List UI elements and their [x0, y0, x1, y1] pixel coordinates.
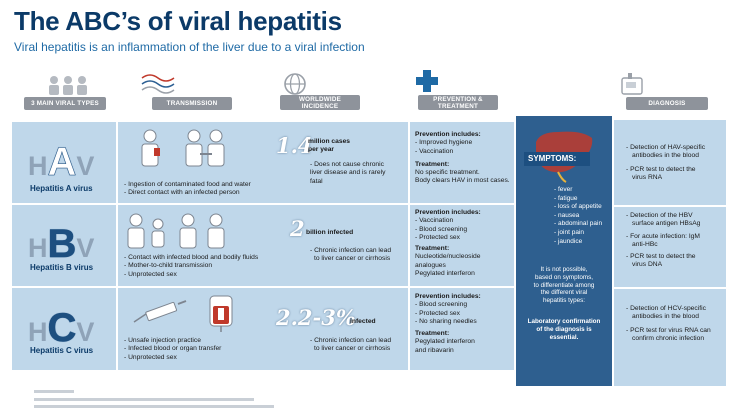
- hav-diagnosis-line: antibodies in the blood: [632, 152, 699, 160]
- symptoms-lab-line: of the diagnosis is: [536, 325, 592, 333]
- hbv-name: Hepatitis B virus: [30, 263, 94, 272]
- footnote-line: [34, 390, 74, 393]
- hbv-incidence-note: - Chronic infection can lead: [310, 247, 392, 254]
- hcv-letter-c: C: [47, 306, 77, 350]
- header-incidence: [280, 95, 360, 110]
- diagnosis-divider: [614, 205, 726, 207]
- header-diagnosis: DIAGNOSIS: [626, 97, 708, 110]
- column-divider: [408, 122, 410, 370]
- hcv-diagnosis: [626, 305, 711, 343]
- diagnosis-divider: [614, 287, 726, 289]
- hbv-transmission: [124, 254, 258, 279]
- hcv-letters: [28, 306, 94, 351]
- header-prevention: [418, 95, 498, 110]
- hbv-incidence-note: to liver cancer or cirrhosis: [314, 255, 391, 263]
- hbv-prevention: [415, 209, 481, 278]
- hav-incidence-unit: [308, 138, 350, 154]
- hcv-prevention-item: - No sharing needles: [415, 317, 477, 325]
- hav-transmission: [124, 181, 251, 198]
- symptom-item: - joint pain: [554, 228, 584, 236]
- footnote-line: [34, 398, 254, 401]
- hav-incidence-note: fatal: [310, 177, 323, 185]
- symptoms-title: SYMPTOMS:: [524, 152, 590, 166]
- symptoms-note-line: hepatitis types:: [542, 297, 585, 305]
- hbv-prevention-item: - Vaccination: [415, 217, 454, 225]
- hav-incidence-note: - Does not cause chronic: [310, 161, 384, 168]
- hcv-transmission-line: - Unsafe injection practice: [124, 337, 201, 344]
- hbv-diagnosis-line: surface antigen HBsAg: [632, 220, 701, 228]
- hav-treatment-title: Treatment:: [415, 160, 450, 168]
- hbv-diagnosis: [626, 212, 700, 270]
- hbv-transmission-line: - Unprotected sex: [124, 270, 177, 278]
- symptoms-note: [518, 266, 610, 305]
- header-incidence-line-1: WORLDWIDE: [298, 96, 342, 103]
- hcv-incidence-note: - Chronic infection can lead: [310, 337, 392, 344]
- hcv-diagnosis-line: confirm chronic infection: [632, 334, 705, 342]
- hcv-transmission-line: - Infected blood or organ transfer: [124, 345, 222, 353]
- hav-letters: [28, 140, 94, 185]
- hbv-incidence-number: 2: [290, 216, 305, 241]
- syringe-icon: [130, 300, 190, 326]
- hav-prevention-item: - Vaccination: [415, 147, 454, 155]
- symptom-item: - jaundice: [554, 237, 583, 245]
- symptoms-lab-line: essential.: [549, 333, 579, 341]
- header-prevention-line-2: TREATMENT: [437, 103, 479, 110]
- hbv-transmission-line: - Contact with infected blood and bodily fluids: [124, 254, 259, 261]
- hcv-diagnosis-line: - PCR test for virus RNA can: [626, 326, 711, 334]
- hbv-diagnosis-line: - For acute infection: IgM: [626, 232, 700, 240]
- hcv-transmission: [124, 337, 221, 362]
- hcv-incidence-unit: infected: [350, 318, 376, 325]
- header-prevention-line-1: PREVENTION &: [433, 96, 483, 103]
- hcv-prevention-item: - Blood screening: [415, 301, 468, 309]
- hbv-treatment-title: Treatment:: [415, 245, 450, 253]
- hbv-incidence: [290, 216, 305, 241]
- hcv-letter-h: H: [28, 317, 48, 347]
- hbv-treatment-item: Pegylated interferon: [415, 270, 475, 278]
- symptom-item: - fatigue: [554, 194, 578, 202]
- symptoms-lab-note: [518, 318, 610, 341]
- hav-treatment-item: No specific treatment.: [415, 169, 480, 177]
- hav-name: Hepatitis A virus: [30, 184, 93, 193]
- symptoms-note-line: It is not possible,: [540, 266, 588, 273]
- hcv-prevention-title: Prevention includes:: [415, 293, 481, 300]
- header-types: 3 MAIN VIRAL TYPES: [24, 97, 106, 110]
- hbv-treatment-item: Nucleotide/nucleoside: [415, 253, 481, 261]
- hcv-treatment-title: Treatment:: [415, 330, 450, 338]
- hbv-letter-v: V: [76, 233, 95, 263]
- hav-incidence-unit-line: million cases: [308, 138, 351, 145]
- hbv-diagnosis-line: - PCR test to detect the: [626, 253, 696, 261]
- hcv-name: Hepatitis C virus: [30, 346, 94, 355]
- hav-diagnosis: [626, 144, 705, 182]
- hav-transmission-figure: [132, 128, 232, 170]
- hav-incidence-notes: [310, 161, 385, 186]
- hav-letter-h: H: [28, 151, 48, 181]
- hcv-prevention-item: - Protected sex: [415, 309, 460, 317]
- symptoms-note-line: the different viral: [540, 289, 588, 297]
- symptoms-list: [554, 186, 602, 246]
- hav-transmission-line: - Ingestion of contaminated food and water: [124, 181, 251, 188]
- symptoms-lab-line: Laboratory confirmation: [527, 318, 601, 325]
- hcv-incidence-number: 2.2-3%: [276, 305, 356, 330]
- hbv-prevention-item: - Blood screening: [415, 225, 468, 233]
- wave-lines-icon: [140, 72, 176, 96]
- hbv-diagnosis-line: - Detection of the HBV: [626, 212, 693, 219]
- hbv-transmission-figure: [124, 212, 234, 252]
- hbv-prevention-item: - Protected sex: [415, 233, 460, 241]
- hav-diagnosis-line: - Detection of HAV-specific: [626, 144, 706, 151]
- hcv-diagnosis-line: antibodies in the blood: [632, 313, 699, 321]
- hbv-prevention-title: Prevention includes:: [415, 209, 481, 216]
- hcv-incidence-notes: [310, 337, 391, 354]
- hav-prevention-title: Prevention includes:: [415, 131, 481, 138]
- medical-cross-icon: [416, 70, 438, 92]
- people-icon: [38, 74, 94, 96]
- hcv-treatment-item: Pegylated interferon: [415, 338, 475, 346]
- hcv-prevention: [415, 293, 481, 355]
- hav-diagnosis-line: virus RNA: [632, 173, 663, 181]
- header-incidence-line-2: INCIDENCE: [301, 103, 339, 110]
- symptom-item: - nausea: [554, 211, 580, 219]
- header-transmission: TRANSMISSION: [152, 97, 232, 110]
- footnote-line: [34, 405, 274, 408]
- hbv-transmission-line: - Mother-to-child transmission: [124, 262, 213, 270]
- hbv-letter-b: B: [47, 222, 77, 266]
- hav-prevention: [415, 131, 510, 186]
- symptom-item: - fever: [554, 186, 573, 193]
- hav-incidence-note: liver disease and is rarely: [310, 169, 386, 177]
- hcv-treatment-item: and ribavarin: [415, 346, 454, 354]
- hcv-incidence-note: to liver cancer or cirrhosis: [314, 345, 391, 353]
- hav-letter-v: V: [76, 151, 95, 181]
- hav-incidence-number: 1.4: [276, 133, 313, 158]
- hbv-incidence-unit: billion infected: [306, 229, 354, 236]
- symptom-item: - abdominal pain: [554, 220, 603, 228]
- hbv-incidence-notes: [310, 247, 391, 264]
- hcv-incidence: [276, 305, 356, 330]
- hbv-letters: [28, 222, 94, 267]
- globe-icon: [283, 72, 307, 96]
- hcv-transmission-line: - Unprotected sex: [124, 353, 177, 361]
- hav-treatment-item: Body clears HAV in most cases.: [415, 177, 510, 185]
- hbv-diagnosis-line: virus DNA: [632, 261, 663, 269]
- lab-device-icon: [620, 72, 648, 96]
- hbv-treatment-item: analogues: [415, 261, 446, 269]
- blood-bag-icon: [208, 294, 234, 332]
- page-title: The ABC’s of viral hepatitis: [14, 6, 342, 36]
- hcv-diagnosis-line: - Detection of HCV-specific: [626, 305, 706, 312]
- hav-diagnosis-line: - PCR test to detect the: [626, 165, 696, 173]
- hav-prevention-item: - Improved hygiene: [415, 139, 473, 147]
- hbv-letter-h: H: [28, 233, 48, 263]
- symptoms-note-line: based on symptoms,: [534, 273, 594, 281]
- hav-transmission-line: - Direct contact with an infected person: [124, 189, 240, 197]
- hcv-letter-v: V: [76, 317, 95, 347]
- column-divider: [116, 122, 118, 370]
- hav-letter-a: A: [47, 140, 77, 184]
- hav-incidence-unit-line: per year: [308, 146, 335, 153]
- symptom-item: - loss of appetite: [554, 203, 602, 211]
- hbv-diagnosis-line: anti-HBc: [632, 240, 658, 248]
- page-subtitle: Viral hepatitis is an inflammation of the liver due to a viral infection: [14, 40, 365, 54]
- symptoms-note-line: to differentiate among: [533, 281, 595, 289]
